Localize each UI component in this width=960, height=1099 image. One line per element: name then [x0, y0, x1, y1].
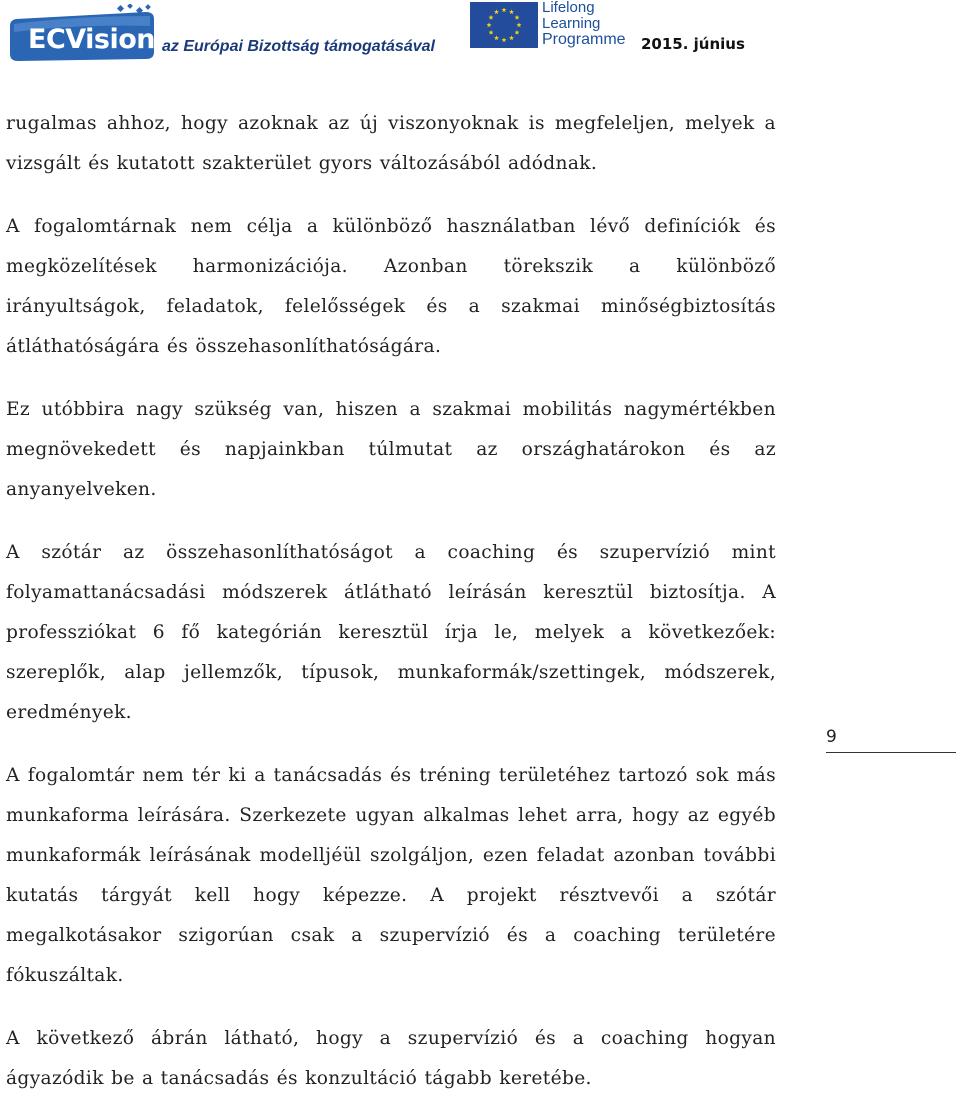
paragraph-5: A fogalomtár nem tér ki a tanácsadás és tréning területéhez tartozó sok más munkaforma leírására. Szerkezete ugyan alkalmas lehet arra, hogy az egyéb munkaformák leírásának modelljéül szolgáljon, ezen feladat azonban további kutatás tárgyát kell hogy képezze. A projekt résztvevői a szótár megalkotásakor szigorúan csak a szupervízió és a coaching területére fókuszáltak.: [6, 765, 776, 986]
ecvision-logo-text: ECVision: [28, 24, 156, 55]
paragraph-3: Ez utóbbira nagy szükség van, hiszen a szakmai mobilitás nagymértékben megnövekedett és napjainkban túlmutat az országhatárokon és az anyanyelveken.: [6, 399, 776, 500]
paragraph-4: A szótár az összehasonlíthatóságot a coaching és szupervízió mint folyamattanácsadási módszerek átlátható leírásán keresztül biztosítja. A professziókat 6 fő kategórián keresztül írja le, melyek a következőek: szereplők, alap jellemzők, típusok, munkaformák/szettingek, módszerek, eredmények.: [6, 542, 776, 723]
llp-line-1: Lifelong: [542, 0, 595, 16]
document-date: 2015. június: [641, 35, 745, 53]
eu-flag-icon: [470, 2, 538, 48]
paragraph-6: A következő ábrán látható, hogy a szupervízió és a coaching hogyan ágyazódik be a tanácsadás és konzultáció tágabb keretébe.: [6, 1028, 776, 1089]
page-number: 9: [826, 727, 837, 747]
paragraph-2: A fogalomtárnak nem célja a különböző használatban lévő definíciók és megközelítések harmonizációja. Azonban törekszik a különböző irányultságok, feladatok, felelősségek és a szakmai minőségbiztosítás átláthatóságára és összehasonlíthatóságára.: [6, 216, 776, 357]
llp-line-3: Programme: [542, 31, 626, 48]
eu-support-text: az Európai Bizottság támogatásával: [162, 38, 435, 55]
page-header: [0, 0, 960, 70]
paragraph-1: rugalmas ahhoz, hogy azoknak az új viszonyoknak is megfeleljen, melyek a vizsgált és kutatott szakterület gyors változásából adódnak.: [6, 113, 776, 174]
llp-line-2: Learning: [542, 15, 601, 32]
page-number-rule: [826, 752, 956, 753]
body-text: [6, 104, 776, 1099]
lifelong-learning-programme-logo: [542, 0, 626, 48]
